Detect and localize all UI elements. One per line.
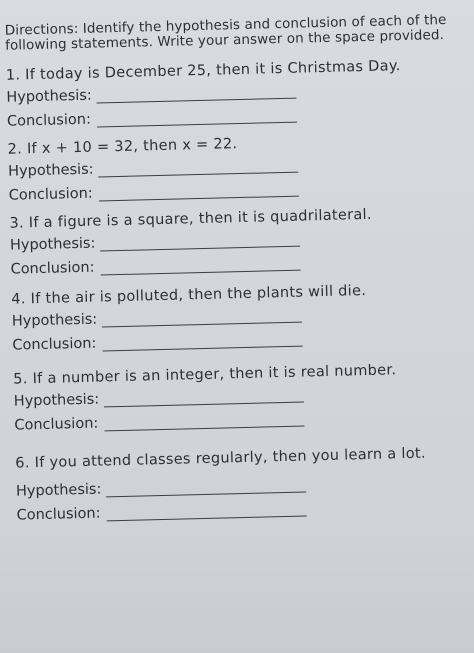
item-4 [11, 278, 474, 357]
hypothesis-label: Hypothesis: [6, 87, 92, 106]
hypothesis-label: Hypothesis: [9, 235, 96, 254]
question-3: 3. If a figure is a square, then it is quadrilateral. [9, 206, 372, 232]
item-3 [9, 202, 474, 281]
conclusion-answer-line-4[interactable] [103, 346, 303, 352]
question-1: 1. If today is December 25, then it is Christmas Day. [5, 58, 401, 84]
hypothesis-label: Hypothesis: [8, 161, 94, 180]
hypothesis-label: Hypothesis: [13, 391, 100, 410]
conclusion-label: Conclusion: [8, 185, 93, 204]
item-5 [13, 358, 474, 437]
hypothesis-label: Hypothesis: [11, 311, 98, 330]
question-2: 2. If x + 10 = 32, then x = 22. [7, 136, 238, 158]
conclusion-answer-line-5[interactable] [105, 426, 305, 432]
conclusion-label: Conclusion: [14, 415, 99, 434]
conclusion-label: Conclusion: [12, 335, 97, 354]
directions-text: Directions: Identify the hypothesis and conclusion of each of the following statements. Write your answer on the space provided. [4, 11, 447, 54]
question-4: 4. If the air is polluted, then the plants will die. [11, 282, 367, 308]
conclusion-answer-line-1[interactable] [97, 122, 297, 128]
conclusion-answer-line-6[interactable] [107, 516, 307, 522]
question-6: 6. If you attend classes regularly, then you learn a lot. [15, 445, 427, 472]
conclusion-label: Conclusion: [6, 111, 92, 130]
conclusion-label: Conclusion: [16, 505, 101, 524]
item-2 [7, 128, 474, 207]
hypothesis-label: Hypothesis: [15, 481, 102, 500]
conclusion-answer-line-2[interactable] [99, 196, 299, 202]
item-1 [6, 54, 474, 133]
item-6 [15, 442, 474, 527]
conclusion-answer-line-3[interactable] [101, 270, 301, 276]
question-5: 5. If a number is an integer, then it is real number. [13, 362, 397, 388]
paper-shadow [0, 533, 474, 653]
conclusion-label: Conclusion: [10, 259, 95, 278]
